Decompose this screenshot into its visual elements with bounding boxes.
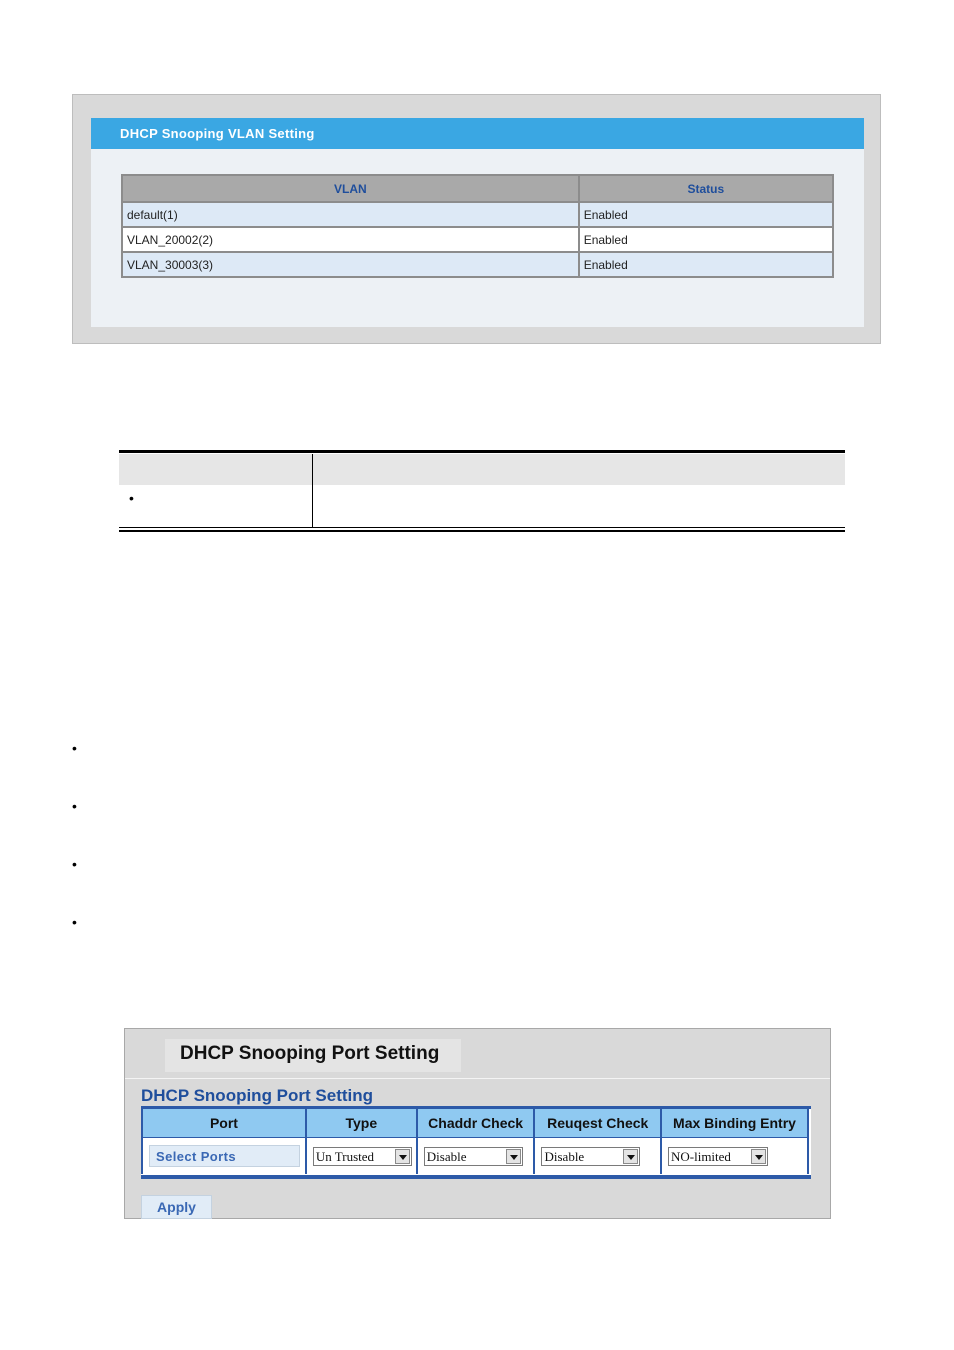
- divider: [119, 450, 845, 453]
- divider: [312, 454, 313, 528]
- status-cell: Enabled: [579, 202, 833, 227]
- status-cell: Enabled: [579, 252, 833, 277]
- request-check-value: Disable: [544, 1148, 585, 1164]
- divider: [125, 1078, 830, 1079]
- port-table: [141, 1109, 809, 1174]
- vlan-cell: VLAN_20002(2): [122, 227, 579, 252]
- vlan-panel-body: [91, 118, 864, 327]
- port-column-header: Port: [142, 1109, 306, 1138]
- port-table-container: [141, 1106, 811, 1179]
- chevron-down-icon[interactable]: [506, 1149, 521, 1164]
- vlan-setting-panel: [72, 94, 881, 344]
- chaddr-check-select[interactable]: [424, 1147, 523, 1166]
- divider: [119, 484, 845, 485]
- chaddr-check-cell: [417, 1138, 535, 1175]
- description-table: [119, 450, 845, 532]
- type-select[interactable]: [313, 1147, 412, 1166]
- bullet-marker: •: [72, 914, 77, 930]
- vlan-table: [121, 174, 834, 278]
- table-row[interactable]: [122, 202, 833, 227]
- type-select-value: Un Trusted: [315, 1148, 375, 1164]
- vlan-column-header: VLAN: [122, 175, 579, 202]
- apply-button[interactable]: Apply: [141, 1195, 212, 1219]
- chaddr-check-value: Disable: [426, 1148, 467, 1164]
- table-row[interactable]: [122, 227, 833, 252]
- chevron-down-icon[interactable]: [751, 1149, 766, 1164]
- type-column-header: Type: [306, 1109, 417, 1138]
- bullet-marker: •: [72, 798, 77, 814]
- chaddr-check-column-header: Chaddr Check: [417, 1109, 535, 1138]
- table-row: [142, 1138, 808, 1175]
- status-cell: Enabled: [579, 227, 833, 252]
- chevron-down-icon[interactable]: [395, 1149, 410, 1164]
- select-ports-button[interactable]: Select Ports: [149, 1145, 300, 1167]
- bullet-marker: •: [72, 740, 77, 756]
- port-cell: [142, 1138, 306, 1175]
- vlan-cell: VLAN_30003(3): [122, 252, 579, 277]
- status-column-header: Status: [579, 175, 833, 202]
- chevron-down-icon[interactable]: [623, 1149, 638, 1164]
- max-binding-select[interactable]: [668, 1147, 768, 1166]
- request-check-select[interactable]: [541, 1147, 640, 1166]
- divider: [119, 530, 845, 532]
- vlan-panel-title: DHCP Snooping VLAN Setting: [91, 118, 864, 149]
- request-check-cell: [534, 1138, 661, 1175]
- max-binding-cell: [661, 1138, 808, 1175]
- type-cell: [306, 1138, 417, 1175]
- table-row[interactable]: [122, 252, 833, 277]
- bullet-marker: •: [129, 490, 134, 506]
- max-binding-value: NO-limited: [670, 1148, 731, 1164]
- divider: [119, 527, 845, 528]
- bullet-marker: •: [72, 856, 77, 872]
- port-setting-panel: [124, 1028, 831, 1219]
- max-binding-column-header: Max Binding Entry: [661, 1109, 808, 1138]
- port-panel-title: DHCP Snooping Port Setting: [180, 1043, 440, 1064]
- port-panel-subtitle: DHCP Snooping Port Setting: [141, 1086, 374, 1105]
- request-check-column-header: Reuqest Check: [534, 1109, 661, 1138]
- description-table-header: [119, 454, 845, 484]
- vlan-cell: default(1): [122, 202, 579, 227]
